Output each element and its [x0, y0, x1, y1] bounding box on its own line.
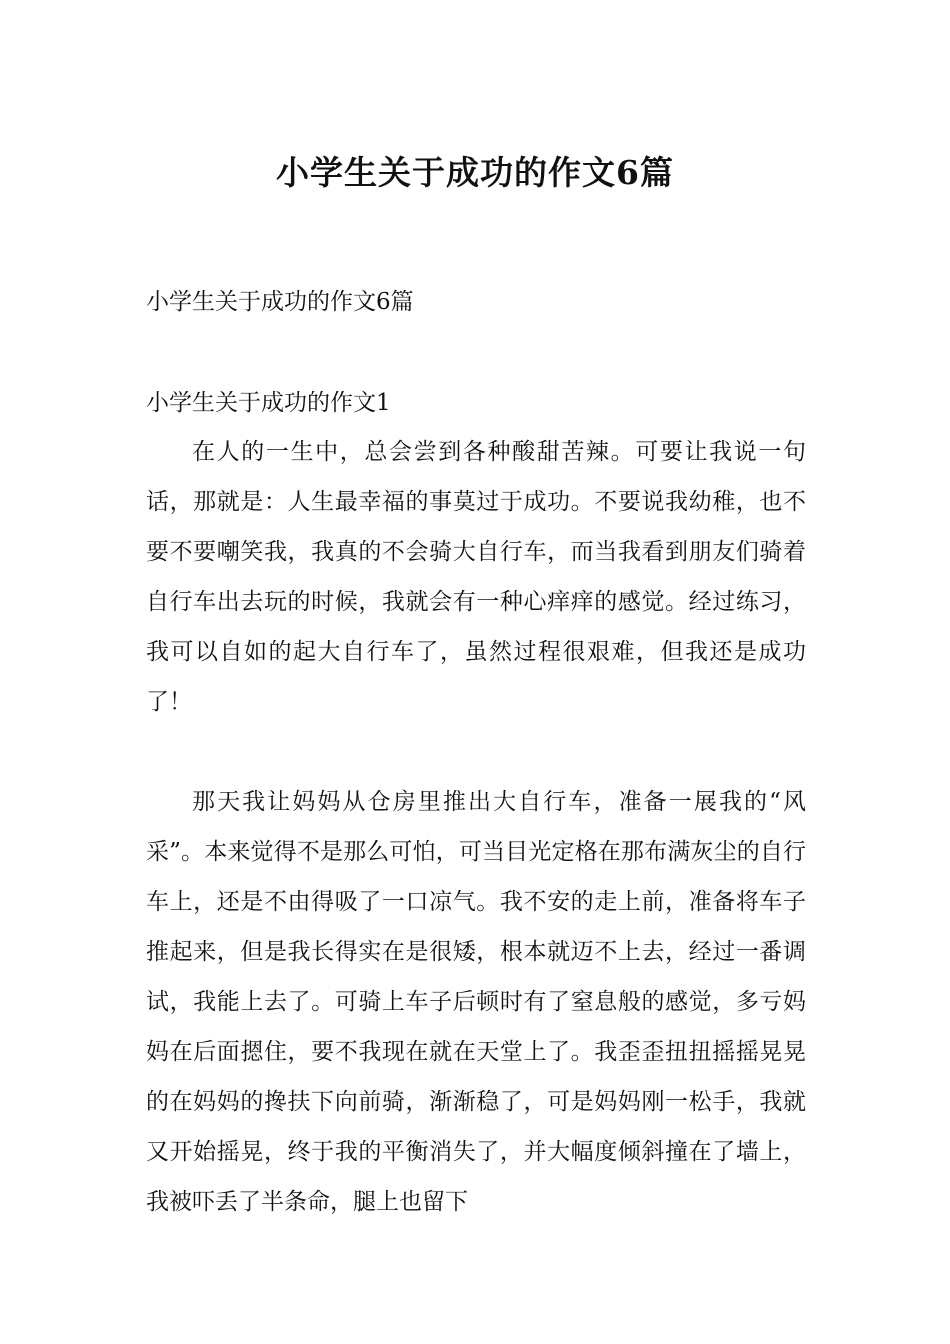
paragraph-2: 那天我让妈妈从仓房里推出大自行车，准备一展我的“风采”。本来觉得不是那么可怕，可当目光定格在那布满灰尘的自行车上，还是不由得吸了一口凉气。我不安的走上前，准备将车子推起来，但是我长得实在是很矮，根本就迈不上去，经过一番调试，我能上去了。可骑上车子后顿时有了窒息般的感觉，多亏妈妈在后面摁住，要不我现在就在天堂上了。我歪歪扭扭摇摇晃晃的在妈妈的搀扶下向前骑，渐渐稳了，可是妈妈刚一松手，我就又开始摇晃，终于我的平衡消失了，并大幅度倾斜撞在了墙上，我被吓丢了半条命，腿上也留下	[146, 789, 806, 1215]
document-title: 小学生关于成功的作文6篇	[276, 153, 674, 192]
document-subtitle: 小学生关于成功的作文6篇	[146, 289, 414, 315]
section-heading: 小学生关于成功的作文1	[146, 390, 391, 416]
paragraph-1: 在人的一生中，总会尝到各种酸甜苦辣。可要让我说一句话，那就是：人生最幸福的事莫过于成功。不要说我幼稚，也不要不要嘲笑我，我真的不会骑大自行车，而当我看到朋友们骑着自行车出去玩的时候，我就会有一种心痒痒的感觉。经过练习，我可以自如的起大自行车了，虽然过程很艰难，但我还是成功了！	[146, 439, 806, 715]
